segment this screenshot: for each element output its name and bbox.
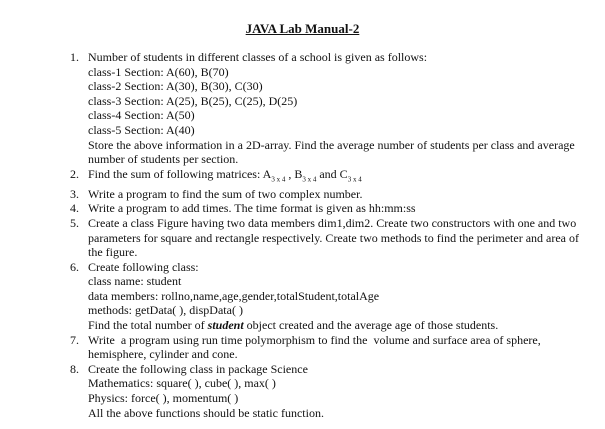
- exercise-item-7: [0, 333, 605, 362]
- item-text: object created and the average age of those students.: [243, 318, 499, 333]
- item-line: Store the above information in a 2D-array. Find the average number of students per class and average number of students per section.: [88, 137, 575, 167]
- item-number: 1.: [70, 50, 79, 64]
- item-line: Create the following class in package Science: [88, 361, 308, 376]
- item-number: 4.: [70, 201, 79, 216]
- matrix-dimension: 3 x 4: [271, 175, 286, 184]
- item-line: Mathematics: square( ), cube( ), max( ): [88, 376, 276, 391]
- item-number: 7.: [70, 332, 79, 347]
- item-line: class-5 Section: A(40): [88, 122, 195, 137]
- item-text: Create a class Figure having two data members dim1,dim2. Create two constructors with one and two parameters for square and rectangle respectively. Create two methods to find the perimeter and area of the figure.: [88, 215, 580, 260]
- item-line: Physics: force( ), momentum( ): [88, 391, 239, 406]
- exercise-item-4: [0, 201, 605, 216]
- item-line: methods: getData( ), dispData( ): [88, 303, 243, 318]
- item-line: [88, 318, 587, 333]
- item-text: Write a program to find the sum of two complex number.: [88, 186, 363, 201]
- item-line: class-2 Section: A(30), B(30), C(30): [88, 79, 263, 94]
- item-text: and C: [316, 166, 348, 181]
- item-line: Create following class:: [88, 259, 199, 274]
- item-line: All the above functions should be static function.: [88, 405, 324, 420]
- item-number: 2.: [70, 166, 79, 181]
- item-text: Write a program to add times. The time format is given as hh:mm:ss: [88, 201, 416, 216]
- exercise-item-5: [0, 216, 605, 260]
- item-line: class-1 Section: A(60), B(70): [88, 64, 229, 79]
- item-number: 6.: [70, 259, 79, 274]
- item-line: class-3 Section: A(25), B(25), C(25), D(25): [88, 93, 298, 108]
- item-text: Find the total number of: [88, 318, 208, 333]
- exercise-item-1: [0, 50, 605, 167]
- matrix-dimension: 3 x 4: [347, 175, 362, 184]
- item-line: Number of students in different classes of a school is given as follows:: [88, 50, 428, 64]
- item-number: 5.: [70, 215, 79, 230]
- item-line: [88, 167, 587, 187]
- exercise-item-6: [0, 260, 605, 333]
- item-line: class name: student: [88, 274, 182, 289]
- item-number: 8.: [70, 361, 79, 376]
- item-text: Find the sum of following matrices: A: [88, 166, 272, 181]
- exercise-item-3: [0, 187, 605, 202]
- exercise-item-2: [0, 167, 605, 187]
- matrix-dimension: 3 x 4: [302, 175, 317, 184]
- page-title: JAVA Lab Manual-2: [245, 21, 360, 36]
- item-line: data members: rollno,name,age,gender,totalStudent,totalAge: [88, 288, 380, 303]
- emphasized-word: student: [207, 318, 244, 333]
- item-line: class-4 Section: A(50): [88, 108, 195, 123]
- item-text: Write a program using run time polymorphism to find the volume and surface area of sphere, hemisphere, cylinder and cone.: [88, 332, 544, 362]
- exercise-list: [0, 50, 605, 420]
- item-text: , B: [285, 166, 303, 181]
- exercise-item-8: [0, 362, 605, 420]
- item-number: 3.: [70, 186, 79, 201]
